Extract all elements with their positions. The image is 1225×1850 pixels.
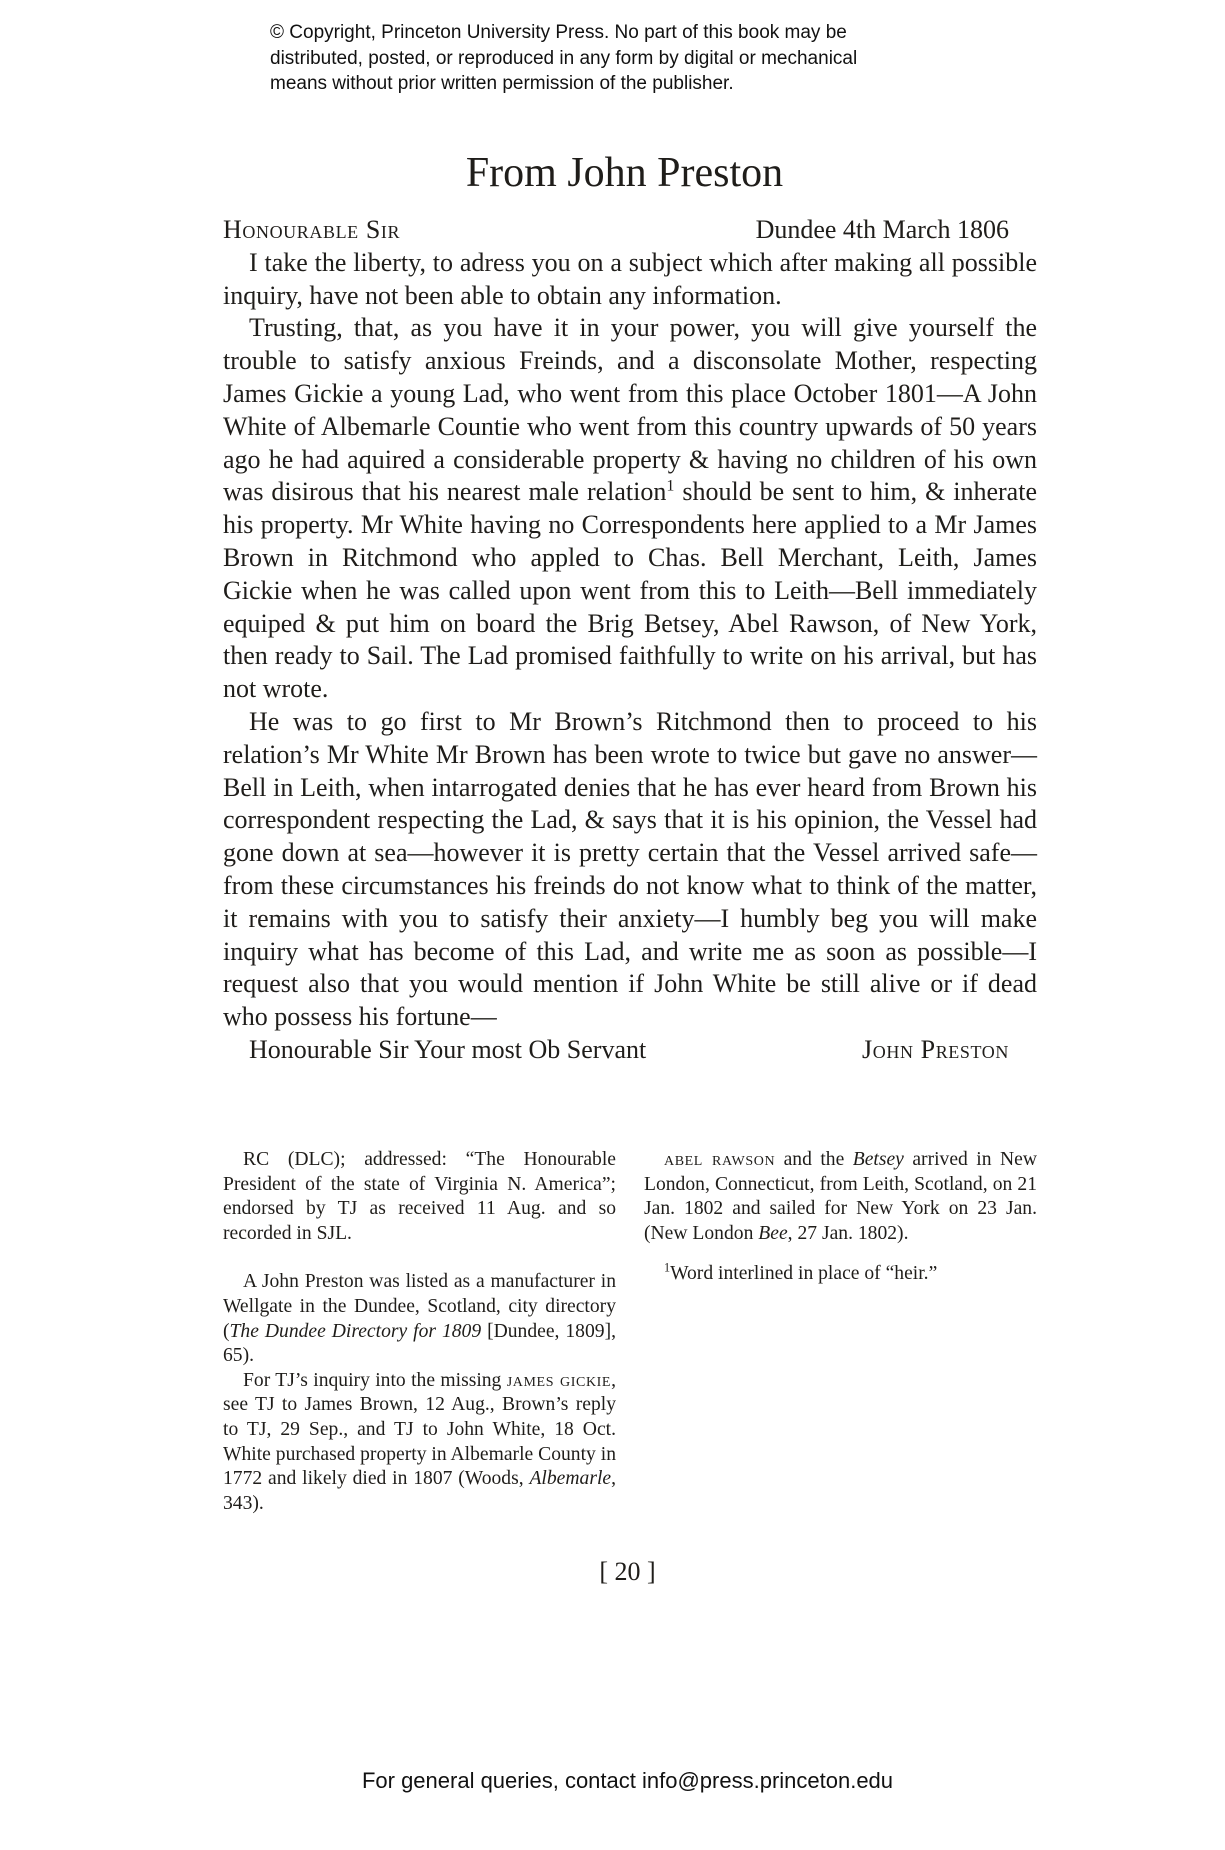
note-text: , see TJ to James Brown, 12 Aug., Brown’s reply to TJ, 29 Sep., and TJ to John White, 18 Oct. White purchased property in Albemarle County in 1772 and likely died in 1807 (Woods, <box>223 1369 616 1490</box>
copyright-notice <box>270 20 990 97</box>
note-italic: The Dundee Directory for 1809 <box>229 1320 482 1342</box>
note-text: , 27 Jan. 1802). <box>787 1222 909 1244</box>
paragraph-text: Trusting, that, as you have it in your power, you will give yourself the trouble to satisfy anxious Freinds, and a disconsolate Mother, respecting James Gickie a young Lad, who went from this place October 1801—A John White of Albemarle Countie who went from this country upwards of 50 years ago he had aquired a considerable property & having no children of his own was disirous that his nearest male relation <box>223 313 1037 507</box>
note-italic: Betsey <box>852 1149 904 1170</box>
signature: John Preston <box>862 1034 1009 1064</box>
paragraph-text: should be sent to him, & inherate his property. Mr White having no Correspondents here applied to a Mr James Brown in Ritchmond who appled to Chas. Bell Merchant, Leith, James Gickie when he was called upon went from this to Leith—Bell immediately equiped & put him on board the Brig Betsey, Abel Rawson, of New York, then ready to Sail. The Lad promised faithfully to write on his arrival, but has not wrote. <box>223 477 1037 704</box>
copyright-line: distributed, posted, or reproduced in any form by digital or mechanical <box>270 47 858 69</box>
note-italic: Albemarle <box>529 1468 612 1490</box>
letter-heading <box>223 214 1037 247</box>
note-smallcaps: abel rawson <box>664 1149 776 1170</box>
footnote-marker: 1 <box>666 477 675 495</box>
note-paragraph <box>223 1270 616 1368</box>
footnote <box>644 1262 1037 1287</box>
copyright-line: © Copyright, Princeton University Press. No part of this book may be <box>270 22 847 43</box>
notes-column-left <box>223 1148 616 1516</box>
closing-text: Honourable Sir Your most Ob Servant <box>249 1034 647 1064</box>
letter-closing <box>223 1034 1037 1067</box>
page-number: [ 20 ] <box>599 1557 656 1586</box>
note-text: [Dundee, 1809], 65). <box>223 1320 616 1367</box>
letter-paragraph <box>223 312 1037 706</box>
note-paragraph <box>644 1148 1037 1246</box>
source-note: RC (DLC); addressed: “The Honourable President of the state of Virginia N. America”; endorsed by TJ as received 11 Aug. and so recorded in SJL. <box>223 1149 616 1244</box>
dateline: Dundee 4th March 1806 <box>755 215 1009 244</box>
footnote-number: 1 <box>664 1260 671 1275</box>
note-italic: Bee <box>758 1222 788 1244</box>
salutation: Honourable Sir <box>223 215 401 244</box>
footer-contact: For general queries, contact info@press.princeton.edu <box>361 1768 894 1793</box>
letter-paragraph: I take the liberty, to adress you on a subject which after making all possible inquiry, have not been able to obtain any information. <box>223 247 1037 310</box>
letter-body <box>223 214 1037 1067</box>
note-text: , 343). <box>223 1468 616 1514</box>
note-text: and the <box>775 1149 853 1170</box>
note-text: A John Preston was listed as a manufacturer in Wellgate in the Dundee, Scotland, city directory ( <box>223 1271 616 1342</box>
footnote-text: Word interlined in place of “heir.” <box>670 1263 938 1285</box>
note-text: arrived in New London, Connecticut, from Leith, Scotland, on 21 Jan. 1802 and sailed for New York on 23 Jan. (New London <box>644 1149 1037 1244</box>
note-smallcaps: james gickie <box>506 1369 612 1391</box>
letter-paragraph: He was to go first to Mr Brown’s Ritchmond then to proceed to his relation’s Mr White Mr Brown has been wrote to twice but gave no answer—Bell in Leith, when intarrogated denies that he has ever heard from Brown his correspondent respecting the Lad, & says that it is his opinion, the Vessel had gone down at sea—however it is pretty certain that the Vessel arrived safe—from these circumstances his freinds do not know what to think of the matter, it remains with you to satisfy their anxiety—I humbly beg you will make inquiry what has become of this Lad, and write me as soon as possible—I request also that you would mention if John White be still alive or if dead who possess his fortune— <box>223 706 1037 1032</box>
notes-column-right <box>644 1148 1037 1516</box>
copyright-line: means without prior written permission of the publisher. <box>270 73 734 94</box>
page-title: From John Preston <box>465 150 784 196</box>
editorial-notes <box>223 1148 1037 1516</box>
note-paragraph <box>223 1369 616 1517</box>
note-text: For TJ’s inquiry into the missing <box>243 1369 507 1391</box>
